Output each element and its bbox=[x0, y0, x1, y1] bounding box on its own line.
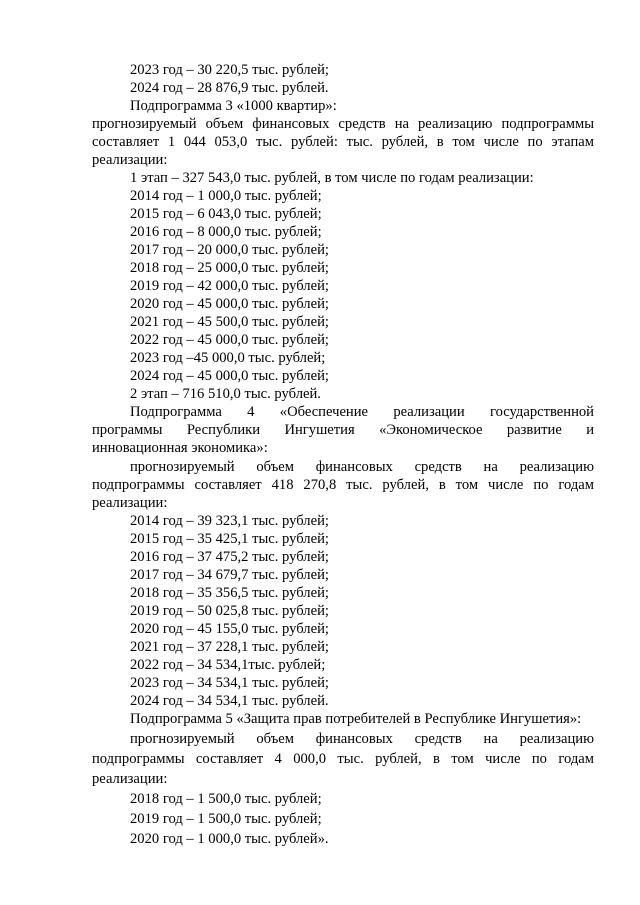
text-line: 1 этап – 327 543,0 тыс. рублей, в том числе по годам реализации: bbox=[130, 170, 534, 186]
text-line: 2021 год – 45 500,0 тыс. рублей; bbox=[130, 314, 329, 330]
text-line: 2020 год – 45 155,0 тыс. рублей; bbox=[130, 621, 329, 637]
text-line: 2014 год – 1 000,0 тыс. рублей; bbox=[130, 188, 322, 204]
text-line: 2015 год – 35 425,1 тыс. рублей; bbox=[130, 531, 329, 547]
subprogram-4-title: Подпрограмма 4 «Обеспечение реализации государственной bbox=[130, 404, 594, 420]
text-line: 2018 год – 35 356,5 тыс. рублей; bbox=[130, 585, 329, 601]
text-line: программы Республики Ингушетия «Экономическое развитие и bbox=[92, 422, 594, 438]
text-line: составляет 1 044 053,0 тыс. рублей: тыс. рублей, в том числе по этапам bbox=[92, 134, 594, 150]
text-line: 2014 год – 39 323,1 тыс. рублей; bbox=[130, 513, 329, 529]
text-line: 2023 год – 30 220,5 тыс. рублей; bbox=[130, 62, 329, 78]
text-line: 2024 год – 28 876,9 тыс. рублей. bbox=[130, 80, 329, 96]
text-line: 2018 год – 1 500,0 тыс. рублей; bbox=[130, 791, 322, 807]
text-line: реализации: bbox=[92, 771, 168, 787]
text-line: прогнозируемый объем финансовых средств на реализацию подпрограммы bbox=[92, 116, 594, 132]
text-line: 2017 год – 20 000,0 тыс. рублей; bbox=[130, 242, 329, 258]
text-line: 2024 год – 34 534,1 тыс. рублей. bbox=[130, 693, 329, 709]
text-line: 2022 год – 34 534,1тыс. рублей; bbox=[130, 657, 326, 673]
text-line: инновационная экономика»: bbox=[92, 440, 268, 456]
text-line: 2018 год – 25 000,0 тыс. рублей; bbox=[130, 260, 329, 276]
text-line: 2020 год – 45 000,0 тыс. рублей; bbox=[130, 296, 329, 312]
text-line: реализации: bbox=[92, 152, 168, 168]
text-line: 2017 год – 34 679,7 тыс. рублей; bbox=[130, 567, 329, 583]
text-line: 2023 год – 34 534,1 тыс. рублей; bbox=[130, 675, 329, 691]
text-line: прогнозируемый объем финансовых средств на реализацию bbox=[130, 731, 594, 747]
text-line: 2020 год – 1 000,0 тыс. рублей». bbox=[130, 831, 329, 847]
text-line: 2023 год –45 000,0 тыс. рублей; bbox=[130, 350, 326, 366]
text-line: 2 этап – 716 510,0 тыс. рублей. bbox=[130, 386, 321, 402]
text-line: 2022 год – 45 000,0 тыс. рублей; bbox=[130, 332, 329, 348]
text-line: 2019 год – 1 500,0 тыс. рублей; bbox=[130, 811, 322, 827]
text-line: 2016 год – 37 475,2 тыс. рублей; bbox=[130, 549, 329, 565]
text-line: 2021 год – 37 228,1 тыс. рублей; bbox=[130, 639, 329, 655]
text-line: реализации: bbox=[92, 495, 168, 511]
text-line: прогнозируемый объем финансовых средств на реализацию bbox=[130, 459, 594, 475]
subprogram-3-title: Подпрограмма 3 «1000 квартир»: bbox=[130, 98, 337, 114]
text-line: 2016 год – 8 000,0 тыс. рублей; bbox=[130, 224, 322, 240]
text-line: 2019 год – 50 025,8 тыс. рублей; bbox=[130, 603, 329, 619]
text-line: 2024 год – 45 000,0 тыс. рублей; bbox=[130, 368, 329, 384]
text-line: подпрограммы составляет 4 000,0 тыс. рублей, в том числе по годам bbox=[92, 751, 594, 767]
text-line: 2015 год – 6 043,0 тыс. рублей; bbox=[130, 206, 322, 222]
text-line: подпрограммы составляет 418 270,8 тыс. рублей, в том числе по годам bbox=[92, 477, 594, 493]
text-line: 2019 год – 42 000,0 тыс. рублей; bbox=[130, 278, 329, 294]
subprogram-5-title: Подпрограмма 5 «Защита прав потребителей в Республике Ингушетия»: bbox=[130, 711, 582, 727]
